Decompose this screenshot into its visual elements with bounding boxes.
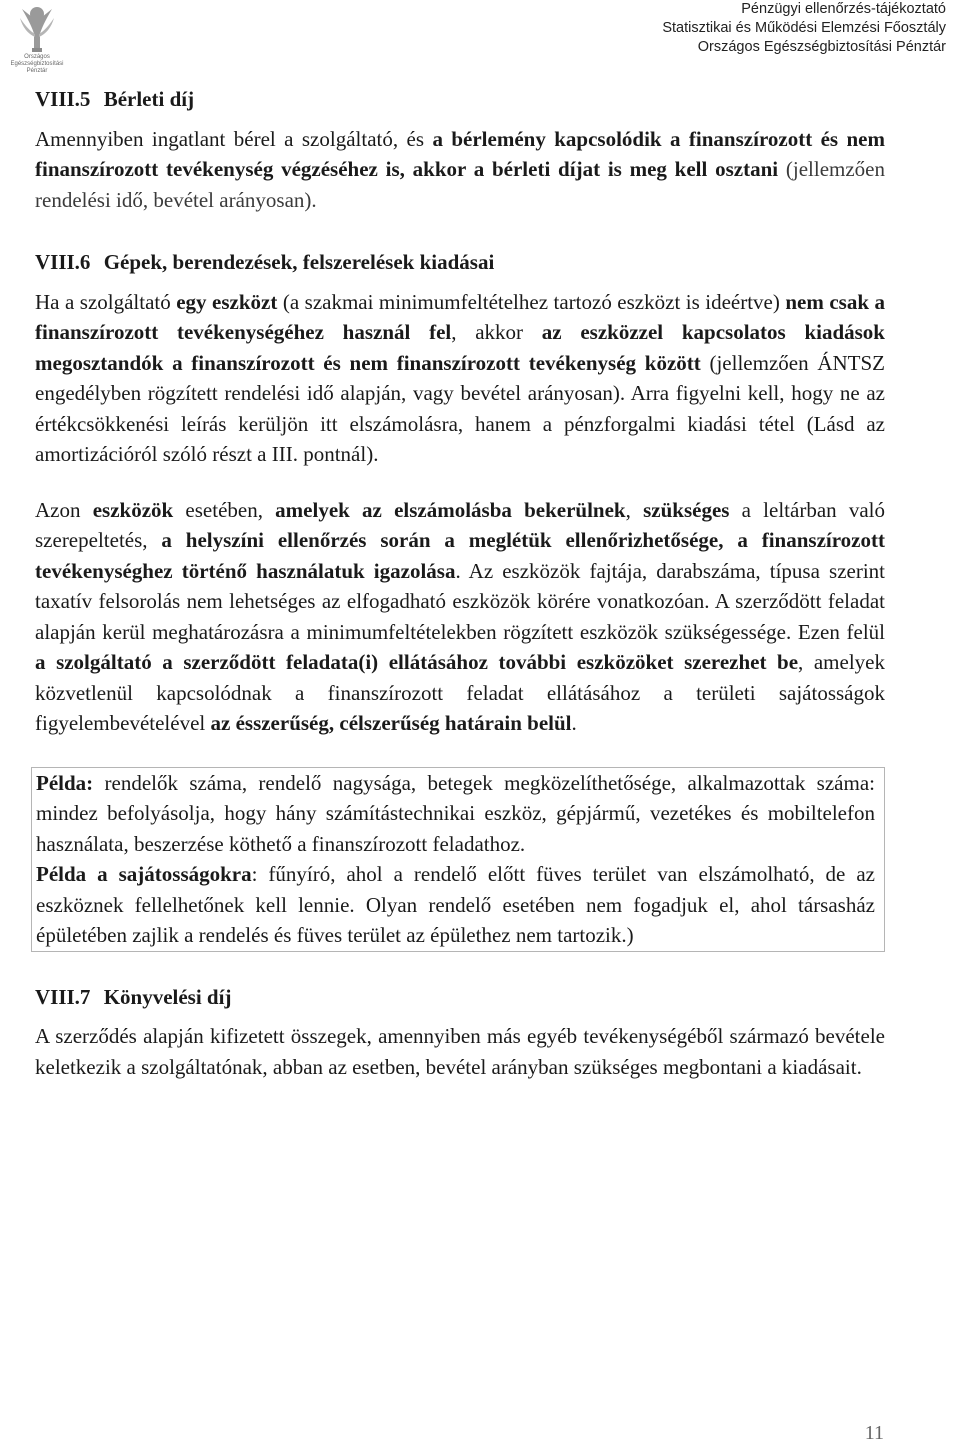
emphasis-run: eszközök	[92, 497, 174, 522]
text-run: . Az eszközök fajtája, darabszáma, típusa szerint taxatív felsorolás nem lehetséges az elfogadható eszközök körére vonatkozóan. A szerződött feladat alapján kerül meghatározásra a minimumfeltételekben rögzített eszközök szükségessége. Ezen felül	[35, 558, 885, 644]
text-run: ,	[625, 497, 644, 522]
emphasis-run: egy eszközt	[176, 289, 278, 314]
section-title: Gépek, berendezések, felszerelések kiadásai	[103, 250, 495, 274]
section-heading-viii-6	[35, 247, 885, 278]
document-body	[35, 84, 885, 1082]
text-run: , akkor	[451, 320, 542, 344]
paragraph-assets	[35, 495, 885, 739]
oep-logo	[2, 4, 72, 76]
emphasis-run: a bérlemény kapcsolódik a finanszírozott és nem finanszírozott tevékenység végzéséhez is, akkor a bérleti díjat is meg kell osztani	[35, 126, 885, 181]
text-run: Amennyiben ingatlant bérel a szolgáltató, és	[35, 126, 433, 151]
section-title: Bérleti díj	[103, 87, 195, 111]
text-run: : fűnyíró, ahol a rendelő előtt füves terület van elszámolható, de az eszköznek fellelhetőnek kell lennie. Olyan rendelő esetében nem fogadjuk el, ahol társasház épületében zajlik a rendelés és füves terület az épülethez nem tartozik.)	[36, 862, 875, 947]
page-number: 11	[864, 1422, 884, 1444]
section-title: Könyvelési díj	[103, 984, 232, 1009]
example-label: Példa a sajátosságokra	[36, 862, 252, 886]
paragraph-rent	[35, 124, 885, 216]
paragraph-equipment	[35, 287, 885, 470]
text-run: (jellemzően rendelési idő, bevétel arányosan).	[35, 157, 885, 212]
text-run: Ha a szolgáltató	[35, 289, 177, 314]
section-number: VIII.5	[35, 87, 91, 111]
text-run: , amelyek közvetlenül kapcsolódnak a finanszírozott feladat ellátásához a területi sajátosságok figyelembevételével	[35, 650, 885, 735]
emphasis-run: a szolgáltató a szerződött feladata(i) ellátásához további eszközöket szerezhet be	[35, 650, 799, 674]
text-run: a leltárban való szerepeltetés,	[35, 497, 886, 552]
text-run: Azon	[35, 497, 93, 522]
paragraph-bookkeeping: A szerződés alapján kifizetett összegek, amennyiben más egyéb tevékenységéből származó bevétele keletkezik a szolgáltatónak, abban az esetben, bevétel arányban szükséges megbontani a kiadásait.	[35, 1024, 885, 1079]
section-heading-viii-5	[35, 84, 885, 115]
emphasis-run: az eszközzel kapcsolatos kiadások megosztandók a finanszírozott és nem finanszírozott tevékenység között	[35, 320, 885, 375]
example-paragraph-specifics	[36, 859, 875, 951]
text-run: (a szakmai minimumfeltételhez tartozó eszközt is ideértve)	[277, 289, 786, 314]
emphasis-run: az ésszerűség, célszerűség határain belül	[210, 711, 572, 735]
text-run: esetében,	[173, 497, 276, 522]
document-header	[662, 0, 946, 57]
emphasis-run: nem csak a finanszírozott tevékenységéhez használ fel	[35, 289, 885, 344]
section-number: VIII.7	[35, 984, 91, 1009]
header-line-3: Országos Egészségbiztosítási Pénztár	[697, 39, 946, 55]
text-run: (jellemzően ÁNTSZ engedélyben rögzített rendelési idő alapján, vagy bevétel arányosan). Arra figyelni kell, hogy ne az értékcsökkenési leírás kerüljön itt elszámolásra, hanem a pénzforgalmi kiadási tétel (Lásd az amortizációról szóló részt a III. pontnál).	[35, 350, 885, 466]
emphasis-run: szükséges	[643, 497, 730, 522]
header-line-2: Statisztikai és Működési Elemzési Főosztály	[662, 20, 946, 36]
logo-caption: Országos Egészségbiztosítási Pénztár	[10, 54, 64, 74]
section-heading-viii-7	[35, 982, 885, 1013]
emphasis-run: a helyszíni ellenőrzés során a meglétük ellenőrizhetősége, a finanszírozott tevékenységhez történő használatuk igazolása	[35, 528, 885, 583]
example-box	[31, 767, 885, 952]
header-line-1: Pénzügyi ellenőrzés-tájékoztató	[741, 1, 946, 17]
text-run: .	[571, 711, 577, 735]
text-run: rendelők száma, rendelő nagysága, betegek megközelíthetősége, alkalmazottak száma: mindez befolyásolja, hogy hány számítástechnikai eszköz, gépjármű, vezetékes és mobiltelefon használata, beszerzése köthető a finanszírozott feladathoz.	[36, 770, 875, 856]
example-label: Példa:	[36, 770, 94, 795]
example-paragraph	[36, 768, 875, 860]
section-number: VIII.6	[35, 250, 91, 274]
emphasis-run: amelyek az elszámolásba bekerülnek	[275, 497, 626, 522]
